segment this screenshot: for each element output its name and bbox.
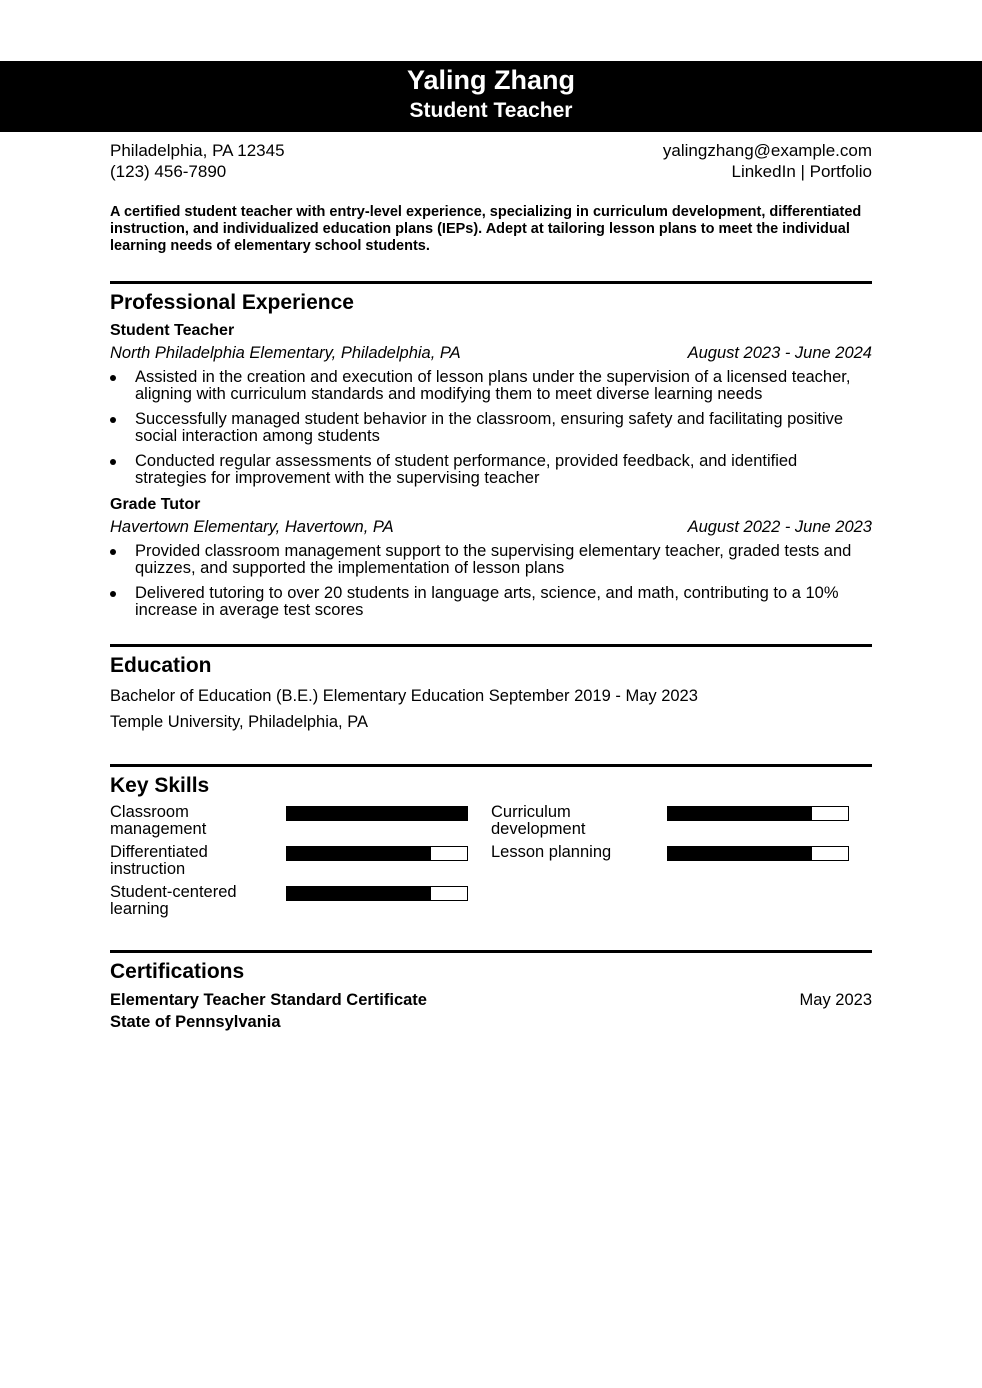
bullet-text: Conducted regular assessments of student performance, provided feedback, and identified strategies for improvement with the supervising teacher [135,452,798,487]
certification-issuer: State of Pennsylvania [110,1013,281,1031]
certification-item [110,989,872,1011]
bullet-icon [110,549,116,555]
education-section [110,644,872,732]
section-heading-experience: Professional Experience [110,291,354,314]
bullet-icon [110,591,116,597]
list-item [110,369,872,402]
degree-line: Bachelor of Education (B.E.) Elementary Education September 2019 - May 2023 [110,687,698,705]
skill-item [110,884,491,918]
section-heading-certifications: Certifications [110,960,245,983]
skill-level-fill [287,887,431,900]
skill-item [110,804,491,838]
certification-date: May 2023 [799,991,872,1009]
candidate-title: Student Teacher [409,99,573,122]
bullet-icon [110,417,116,423]
job-dates: August 2022 - June 2023 [687,518,872,536]
job-title: Grade Tutor [110,496,201,513]
resume-header [0,61,982,132]
job-entry [110,495,872,618]
bullet-icon [110,375,116,381]
skill-level-fill [287,807,467,820]
resume-body [110,140,872,1033]
section-heading-education: Education [110,654,212,677]
skill-item [491,844,872,878]
job-employer: North Philadelphia Elementary, Philadelphia, PA [110,344,461,362]
phone-text: (123) 456-7890 [110,162,227,181]
bullet-text: Delivered tutoring to over 20 students in language arts, science, and math, contributing to a 10% increase in average test scores [135,584,839,619]
experience-section [110,281,872,618]
job-employer: Havertown Elementary, Havertown, PA [110,518,394,536]
bullet-text: Assisted in the creation and execution of lesson plans under the supervision of a licensed teacher, aligning with curriculum standards and modifying them to meet diverse learning needs [135,368,851,403]
skill-level-bar [286,806,468,821]
skill-label: Lesson planning [491,843,612,861]
skill-level-bar [667,846,849,861]
list-item [110,453,872,486]
skill-level-fill [668,807,812,820]
skill-label: Differentiated instruction [110,843,208,878]
list-item [110,411,872,444]
skill-level-fill [668,847,812,860]
skill-label: Classroom management [110,803,207,838]
school-line: Temple University, Philadelphia, PA [110,713,369,731]
skill-item [491,804,872,838]
skill-level-bar [286,846,468,861]
certifications-section [110,950,872,1033]
job-entry [110,321,872,486]
location-text: Philadelphia, PA 12345 [110,141,285,160]
skill-label: Curriculum development [491,803,586,838]
job-title: Student Teacher [110,322,235,339]
skill-level-fill [287,847,431,860]
certification-name: Elementary Teacher Standard Certificate [110,991,427,1009]
list-item [110,543,872,576]
skill-item [110,844,491,878]
skill-level-bar [667,806,849,821]
bullet-text: Provided classroom management support to the supervising elementary teacher, graded tests and quizzes, and supported the implementation of lesson plans [135,542,852,577]
contact-block [110,140,872,182]
bullet-text: Successfully managed student behavior in the classroom, ensuring safety and facilitating positive social interaction among students [135,410,844,445]
skills-section [110,764,872,918]
skill-level-bar [286,886,468,901]
summary-text: A certified student teacher with entry-level experience, specializing in curriculum development, differentiated instruction, and individualized education plans (IEPs). Adept at tailoring lesson plans to meet the individual learning needs of elementary school students. [110,204,862,254]
bullet-icon [110,459,116,465]
job-dates: August 2023 - June 2024 [687,344,872,362]
candidate-name: Yaling Zhang [406,65,575,95]
list-item [110,585,872,618]
email-link[interactable]: yalingzhang@example.com [662,141,872,160]
section-heading-skills: Key Skills [110,774,210,797]
profile-links[interactable]: LinkedIn | Portfolio [731,162,872,181]
skill-label: Student-centered learning [110,883,237,918]
